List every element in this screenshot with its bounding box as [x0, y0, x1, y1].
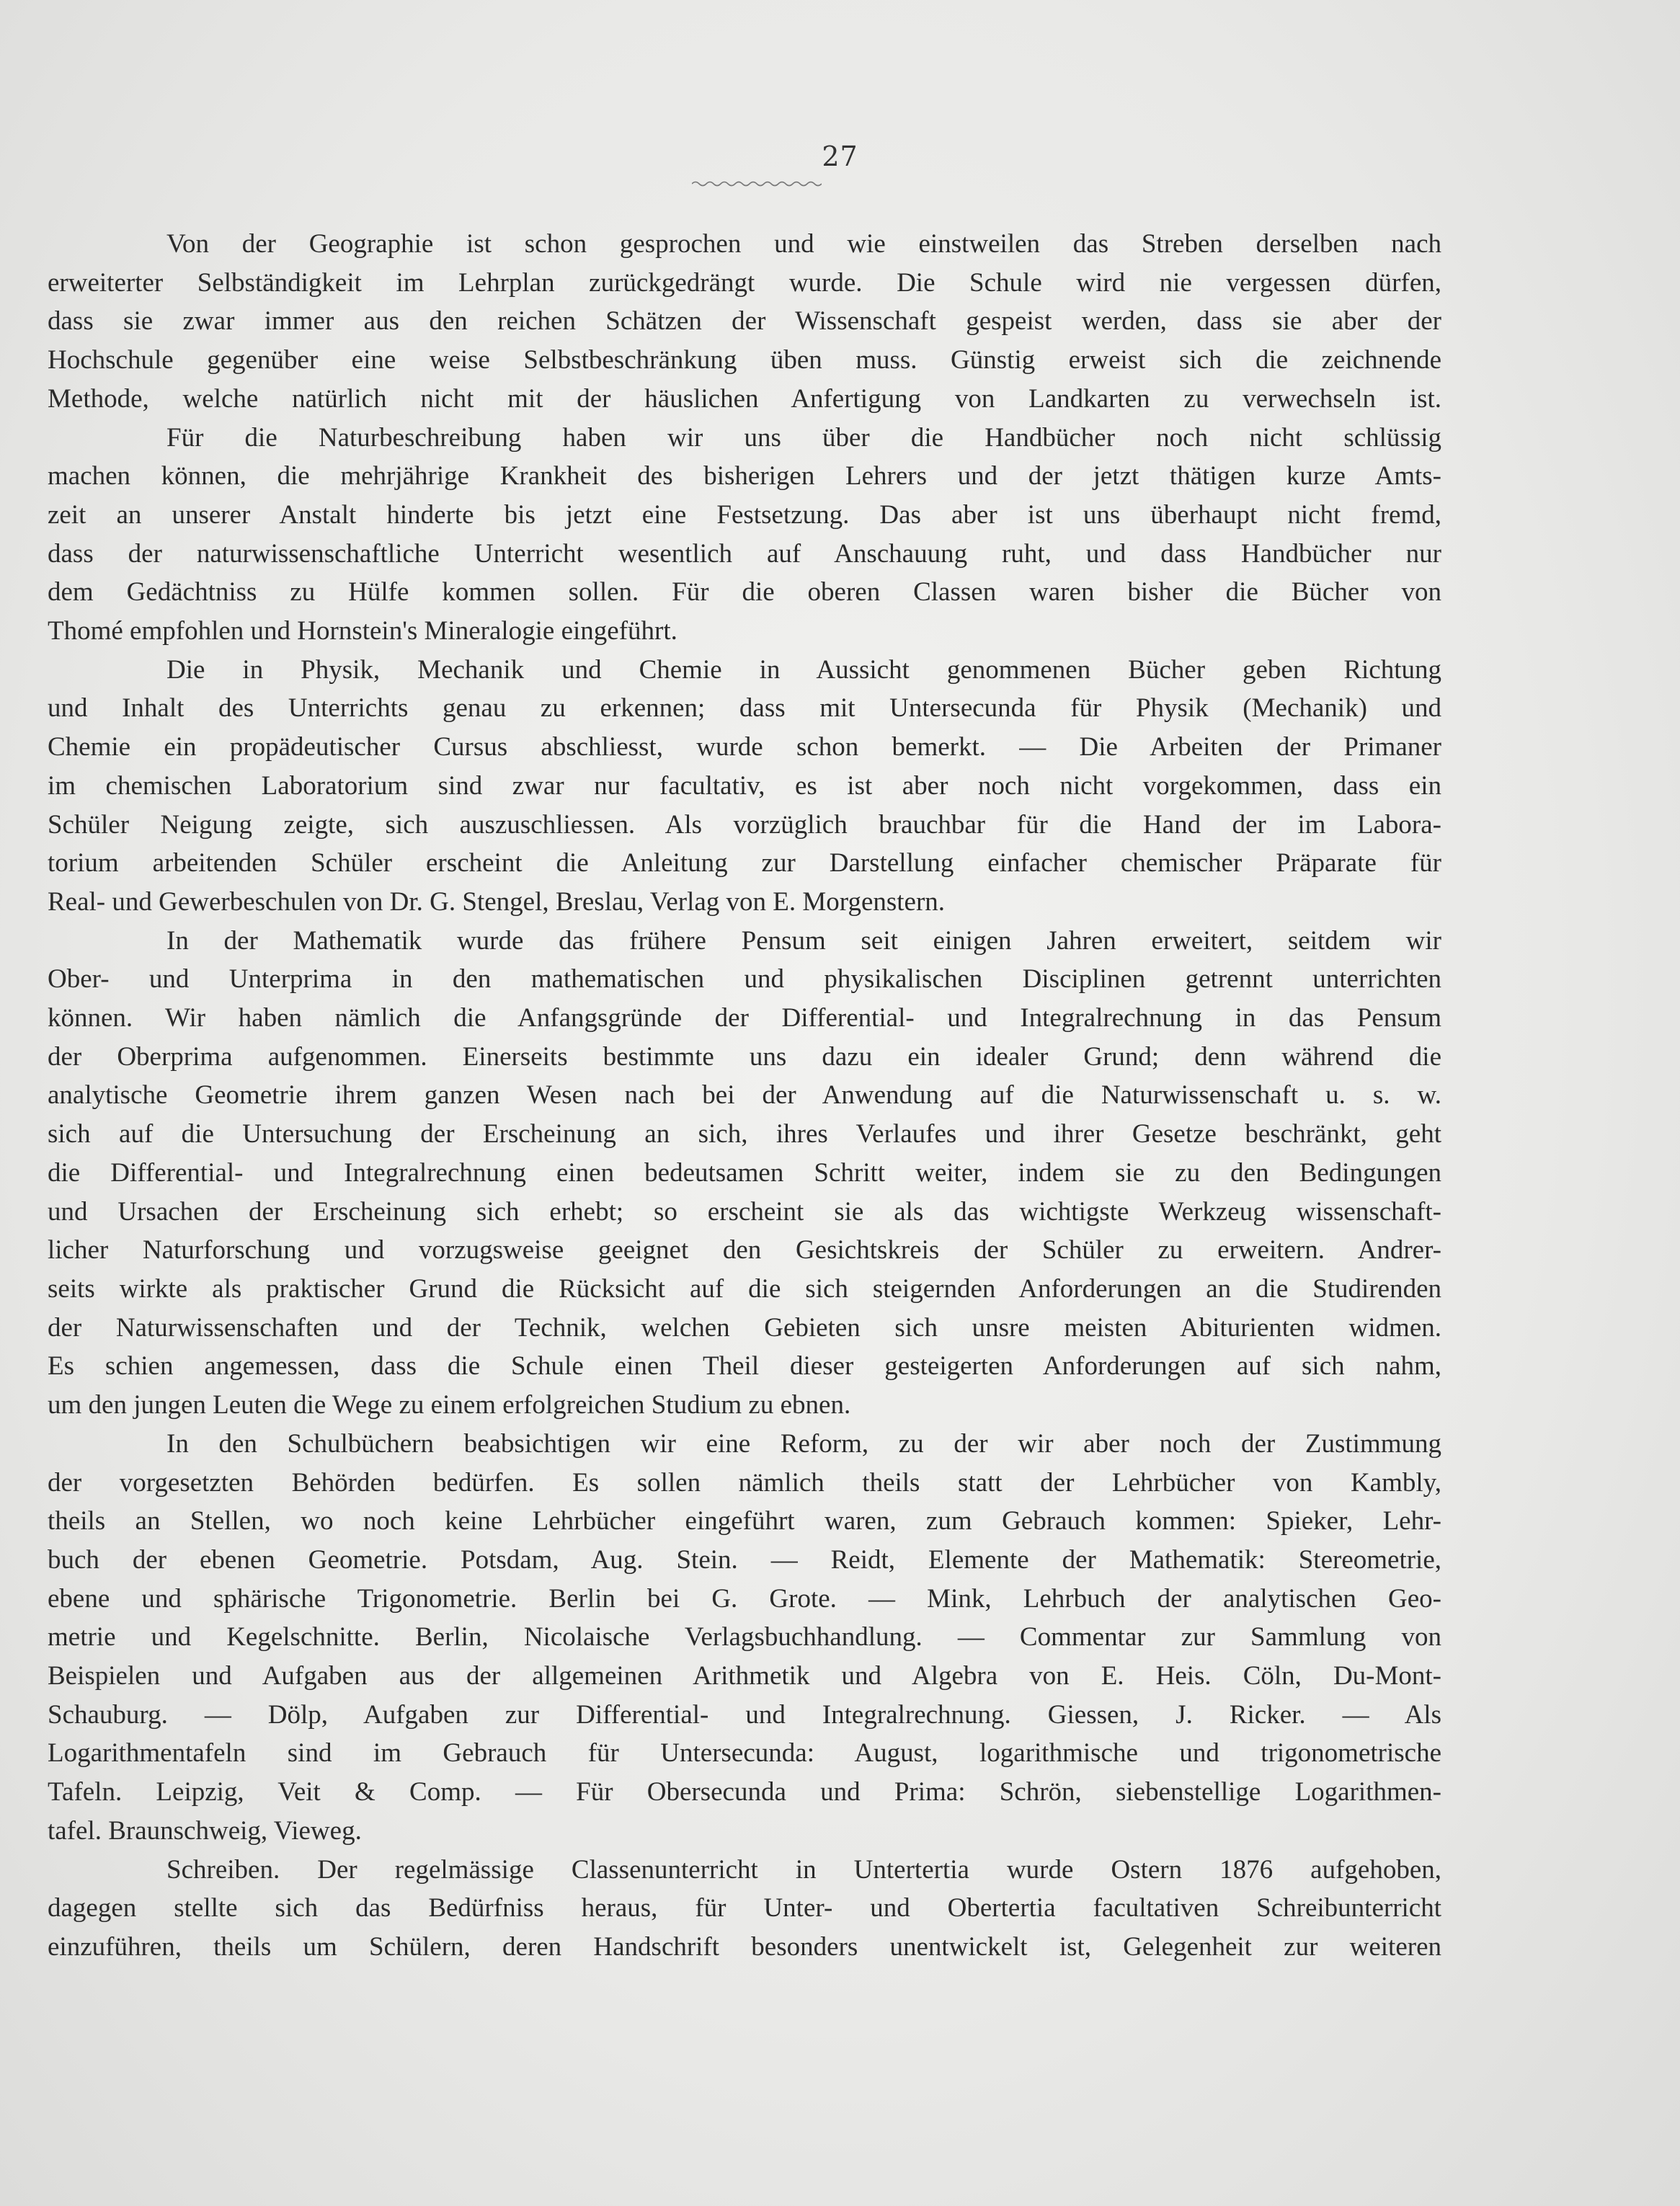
ornament-squiggle [692, 179, 822, 189]
text-line: der vorgesetzten Behörden bedürfen. Es sollen nämlich theils statt der Lehrbücher von Kambly, [48, 1467, 1441, 1498]
text-line: tafel. Braunschweig, Vieweg. [48, 1815, 362, 1846]
text-line: können. Wir haben nämlich die Anfangsgründe der Differential- und Integralrechnung in das Pensum [48, 1003, 1441, 1033]
text-line: der Oberprima aufgenommen. Einerseits bestimmte uns dazu ein idealer Grund; denn während die [48, 1041, 1441, 1072]
text-line: seits wirkte als praktischer Grund die Rücksicht auf die sich steigernden Anforderungen an die Studirenden [48, 1273, 1441, 1304]
text-line: Schreiben. Der regelmässige Classenunterricht in Untertertia wurde Ostern 1876 aufgehoben, [166, 1854, 1441, 1885]
text-line: licher Naturforschung und vorzugsweise geeignet den Gesichtskreis der Schüler zu erweitern. Andrer- [48, 1235, 1441, 1266]
text-line: dass der naturwissenschaftliche Unterricht wesentlich auf Anschauung ruht, und dass Handbücher nur [48, 538, 1441, 569]
text-line: Die in Physik, Mechanik und Chemie in Aussicht genommenen Bücher geben Richtung [166, 654, 1441, 685]
text-line: Methode, welche natürlich nicht mit der häuslichen Anfertigung von Landkarten zu verwechseln ist. [48, 383, 1441, 414]
text-line: einzuführen, theils um Schülern, deren Handschrift besonders unentwickelt ist, Gelegenheit zur weiteren [48, 1931, 1441, 1962]
text-line: ebene und sphärische Trigonometrie. Berlin bei G. Grote. — Mink, Lehrbuch der analytischen Geo- [48, 1583, 1441, 1614]
paragraph-geographie [48, 225, 1441, 419]
text-line: analytische Geometrie ihrem ganzen Wesen nach bei der Anwendung auf die Naturwissenschaft u. s. w. [48, 1080, 1441, 1111]
text-line: Thomé empfohlen und Hornstein's Mineralogie eingeführt. [48, 616, 677, 646]
text-line: Es schien angemessen, dass die Schule einen Theil dieser gesteigerten Anforderungen auf sich nahm, [48, 1351, 1441, 1382]
text-line: der Naturwissenschaften und der Technik, welchen Gebieten sich unsre meisten Abiturienten widmen. [48, 1312, 1441, 1343]
text-line: dem Gedächtniss zu Hülfe kommen sollen. Für die oberen Classen waren bisher die Bücher von [48, 577, 1441, 608]
text-line: zeit an unserer Anstalt hinderte bis jetzt eine Festsetzung. Das aber ist uns überhaupt nicht fremd, [48, 499, 1441, 530]
text-line: dagegen stellte sich das Bedürfniss heraus, für Unter- und Obertertia facultativen Schreibunterricht [48, 1893, 1441, 1923]
text-line: theils an Stellen, wo noch keine Lehrbücher eingeführt waren, zum Gebrauch kommen: Spieker, Lehr- [48, 1506, 1441, 1536]
text-line: In der Mathematik wurde das frühere Pensum seit einigen Jahren erweitert, seitdem wir [166, 925, 1441, 956]
text-line: und Inhalt des Unterrichts genau zu erkennen; dass mit Untersecunda für Physik (Mechanik) und [48, 693, 1441, 724]
text-line: metrie und Kegelschnitte. Berlin, Nicolaische Verlagsbuchhandlung. — Commentar zur Sammlung von [48, 1622, 1441, 1653]
text-line: Chemie ein propädeutischer Cursus abschliesst, wurde schon bemerkt. — Die Arbeiten der Primaner [48, 732, 1441, 762]
text-line: die Differential- und Integralrechnung einen bedeutsamen Schritt weiter, indem sie zu den Bedingungen [48, 1157, 1441, 1188]
text-line: sich auf die Untersuchung der Erscheinung an sich, ihres Verlaufes und ihrer Gesetze beschränkt, geht [48, 1119, 1441, 1149]
paragraph-schulbuecher [48, 1425, 1441, 1851]
paragraph-mathematik [48, 922, 1441, 1425]
body-text [48, 225, 1441, 1967]
text-line: torium arbeitenden Schüler erscheint die Anleitung zur Darstellung einfacher chemischer Präparate für [48, 848, 1441, 879]
paragraph-physik [48, 651, 1441, 922]
text-line: um den jungen Leuten die Wege zu einem erfolgreichen Studium zu ebnen. [48, 1390, 851, 1420]
text-line: In den Schulbüchern beabsichtigen wir eine Reform, zu der wir aber noch der Zustimmung [166, 1428, 1441, 1459]
page-number: 27 [822, 141, 858, 172]
text-line: und Ursachen der Erscheinung sich erhebt; so erscheint sie als das wichtigste Werkzeug wissenschaft- [48, 1196, 1441, 1227]
text-line: Schüler Neigung zeigte, sich auszuschliessen. Als vorzüglich brauchbar für die Hand der im Labora- [48, 809, 1441, 840]
paragraph-schreiben [48, 1851, 1441, 1967]
text-line: Tafeln. Leipzig, Veit & Comp. — Für Obersecunda und Prima: Schrön, siebenstellige Logarithmen- [48, 1777, 1441, 1807]
paragraph-naturbeschreibung [48, 419, 1441, 651]
text-line: Ober- und Unterprima in den mathematischen und physikalischen Disciplinen getrennt unterrichten [48, 964, 1441, 995]
text-line: Schauburg. — Dölp, Aufgaben zur Differential- und Integralrechnung. Giessen, J. Ricker. — Als [48, 1699, 1441, 1730]
text-line: buch der ebenen Geometrie. Potsdam, Aug. Stein. — Reidt, Elemente der Mathematik: Stereometrie, [48, 1544, 1441, 1575]
text-line: Logarithmentafeln sind im Gebrauch für Untersecunda: August, logarithmische und trigonometrische [48, 1738, 1441, 1769]
text-line: machen können, die mehrjährige Krankheit des bisherigen Lehrers und der jetzt thätigen kurze Amts- [48, 461, 1441, 492]
text-line: Beispielen und Aufgaben aus der allgemeinen Arithmetik und Algebra von E. Heis. Cöln, Du-Mont- [48, 1661, 1441, 1691]
text-line: im chemischen Laboratorium sind zwar nur facultativ, es ist aber noch nicht vorgekommen, dass ein [48, 770, 1441, 801]
text-line: erweiterter Selbständigkeit im Lehrplan zurückgedrängt wurde. Die Schule wird nie vergessen dürfen, [48, 267, 1441, 298]
text-line: Für die Naturbeschreibung haben wir uns über die Handbücher noch nicht schlüssig [166, 422, 1441, 453]
text-line: Real- und Gewerbeschulen von Dr. G. Stengel, Breslau, Verlag von E. Morgenstern. [48, 886, 946, 917]
text-line: dass sie zwar immer aus den reichen Schätzen der Wissenschaft gespeist werden, dass sie aber der [48, 306, 1441, 337]
text-line: Von der Geographie ist schon gesprochen und wie einstweilen das Streben derselben nach [166, 229, 1441, 259]
text-line: Hochschule gegenüber eine weise Selbstbeschränkung üben muss. Günstig erweist sich die zeichnende [48, 345, 1441, 375]
